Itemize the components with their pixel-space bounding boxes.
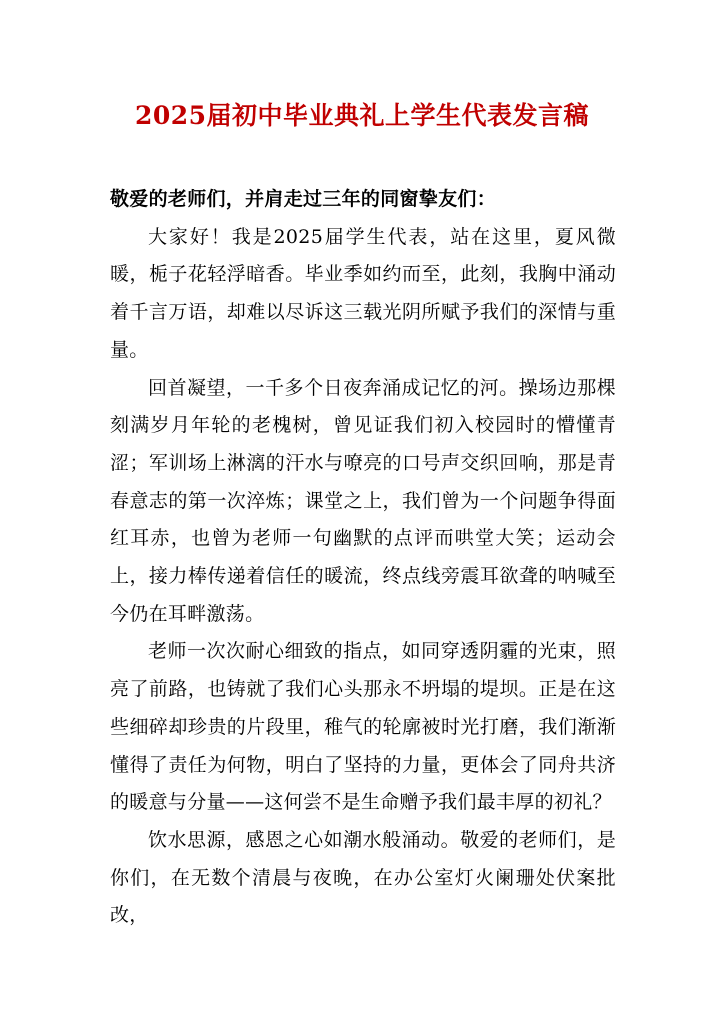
document-body (110, 181, 616, 935)
paragraph-1: 大家好！我是2025届学生代表，站在这里，夏风微暖，栀子花轻浮暗香。毕业季如约而至，此刻，我胸中涌动着千言万语，却难以尽诉这三载光阴所赋予我们的深情与重量。 (110, 225, 616, 361)
document-title: 2025届初中毕业典礼上学生代表发言稿 (134, 101, 590, 130)
paragraph-3: 老师一次次耐心细致的指点，如同穿透阴霾的光束，照亮了前路，也铸就了我们心头那永不坍塌的堤坝。正是在这些细碎却珍贵的片段里，稚气的轮廓被时光打磨，我们渐渐懂得了责任为何物，明白了坚持的力量，更体会了同舟共济的暖意与分量——这何尝不是生命赠予我们最丰厚的初礼？ (110, 640, 616, 814)
paragraph-2: 回首凝望，一千多个日夜奔涌成记忆的河。操场边那棵刻满岁月年轮的老槐树，曾见证我们初入校园时的懵懂青涩；军训场上淋漓的汗水与嘹亮的口号声交织回响，那是青春意志的第一次淬炼；课堂之上，我们曾为一个问题争得面红耳赤，也曾为老师一句幽默的点评而哄堂大笑；运动会上，接力棒传递着信任的暖流，终点线旁震耳欲聋的呐喊至今仍在耳畔激荡。 (110, 376, 616, 625)
paragraph-4: 饮水思源，感恩之心如潮水般涌动。敬爱的老师们，是你们，在无数个清晨与夜晚，在办公室灯火阑珊处伏案批改， (110, 828, 616, 927)
salutation: 敬爱的老师们，并肩走过三年的同窗挚友们： (110, 188, 497, 210)
